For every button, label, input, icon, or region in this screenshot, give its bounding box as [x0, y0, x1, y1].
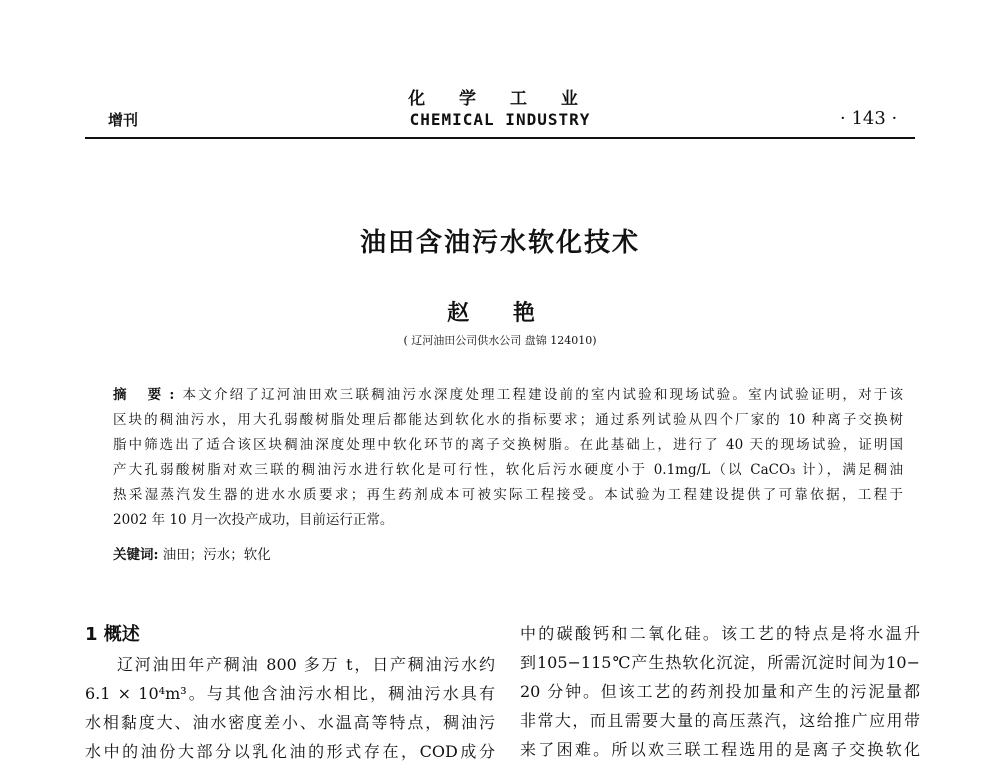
- body-line: 非常大，而且需要大量的高压蒸汽，这给推广应用带: [520, 711, 920, 730]
- section-heading: 1 概述: [85, 624, 140, 645]
- body-line: 20 分钟。但该工艺的药剂投加量和产生的污泥量都: [520, 682, 920, 701]
- body-line: 到105−115℃产生热软化沉淀，所需沉淀时间为10−: [520, 653, 920, 672]
- abstract-label: 摘 要:: [113, 387, 181, 403]
- journal-name-en: CHEMICAL INDUSTRY: [409, 110, 591, 129]
- keywords-label: 关键词:: [113, 547, 159, 563]
- header-rule: [85, 137, 915, 139]
- abstract: [113, 383, 903, 533]
- body-line: 辽河油田年产稠油 800 多万 t，日产稠油污水约: [117, 655, 495, 674]
- body-line: 水中的油份大部分以乳化油的形式存在，COD成分: [85, 742, 495, 761]
- body-line: 6.1 × 10⁴m³。与其他含油污水相比，稠油污水具有: [85, 684, 495, 703]
- abstract-line: 区块的稠油污水，用大孔弱酸树脂处理后都能达到软化水的指标要求；通过系列试验从四个厂家的 10 种离子交换树: [113, 412, 903, 428]
- article-title: 油田含油污水软化技术: [359, 228, 640, 258]
- keywords: [113, 543, 271, 563]
- body-column-left: [85, 650, 495, 766]
- author-affiliation: ( 辽河油田公司供水公司 盘锦 124010): [403, 334, 597, 347]
- supplement-label: 增刊: [108, 111, 139, 129]
- abstract-line: 产大孔弱酸树脂对欢三联的稠油污水进行软化是可行性，软化后污水硬度小于 0.1mg/L（以 CaCO₃ 计），满足稠油: [113, 462, 903, 478]
- abstract-line: 摘 要:本文介绍了辽河油田欢三联稠油污水深度处理工程建设前的室内试验和现场试验。室内试验证明，对于该: [113, 387, 904, 403]
- author-name: 赵 艳: [447, 300, 553, 326]
- body-line: 水相黏度大、油水密度差小、水温高等特点，稠油污: [85, 713, 495, 732]
- journal-name-cn: 化 学 工 业: [408, 89, 592, 109]
- abstract-line: 2002 年 10 月一次投产成功，目前运行正常。: [113, 512, 394, 528]
- body-column-right: [520, 619, 920, 764]
- body-line: 来了困难。所以欢三联工程选用的是离子交换软化: [520, 740, 920, 759]
- body-line: 中的碳酸钙和二氧化硅。该工艺的特点是将水温升: [520, 624, 920, 643]
- keywords-text: 油田；污水；软化: [162, 547, 271, 563]
- abstract-line: 脂中筛选出了适合该区块稠油深度处理中软化环节的离子交换树脂。在此基础上，进行了 40 天的现场试验，证明国: [113, 437, 903, 453]
- abstract-line: 热采湿蒸汽发生器的进水水质要求；再生药剂成本可被实际工程接受。本试验为工程建设提供了可靠依据，工程于: [113, 487, 903, 503]
- page-number: · 143 ·: [840, 108, 898, 129]
